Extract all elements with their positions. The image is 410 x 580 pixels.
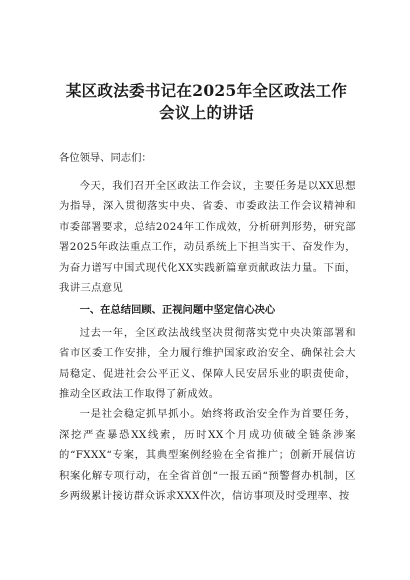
title-line-1: 某区政法委书记在2025年全区政法工作 [65,81,348,100]
document-title [59,0,354,124]
section-heading-1: 一、在总结回顾、正视问题中坚定信心决心 [79,304,276,317]
title-line-2: 会议上的讲话 [159,103,254,122]
paragraph-review: 过去一年，全区政法战线坚决贯彻落实党中央决策部署和省市区委工作安排，全力履行维护国家政治安全、确保社会大局稳定、促进社会公平正义、保障人民安居乐业的职责使命，推动全区政法工作取得了新成效。 [59,326,356,401]
paragraph-stability: 一是社会稳定抓早抓小。始终将政治安全作为首要任务，深挖严查暴恐XX线索，历时XX个月成功侦破全链条涉案的“FXXX“专案，其典型案例经验在全省推广；创新开展信访积案化解专项行动，在全省首创“一报五函“预警督办机制，区乡两级累计接访群众诉求XXX件次，信访事项及时受理率、按 [59,408,356,503]
salutation: 各位领导、同志们： [59,152,152,164]
document-body [59,148,356,507]
paragraph-intro: 今天，我们召开全区政法工作会议，主要任务是以XX思想为指导，深入贯彻落实中央、省委、市委政法工作会议精神和市委部署要求，总结2024年工作成效，分析研判形势，研究部署2025年政法重点工作，动员系统上下担当实干、奋发作为，为奋力谱写中国式现代化XX实践新篇章贡献政法力量。下面，我讲三点意见 [59,180,356,295]
